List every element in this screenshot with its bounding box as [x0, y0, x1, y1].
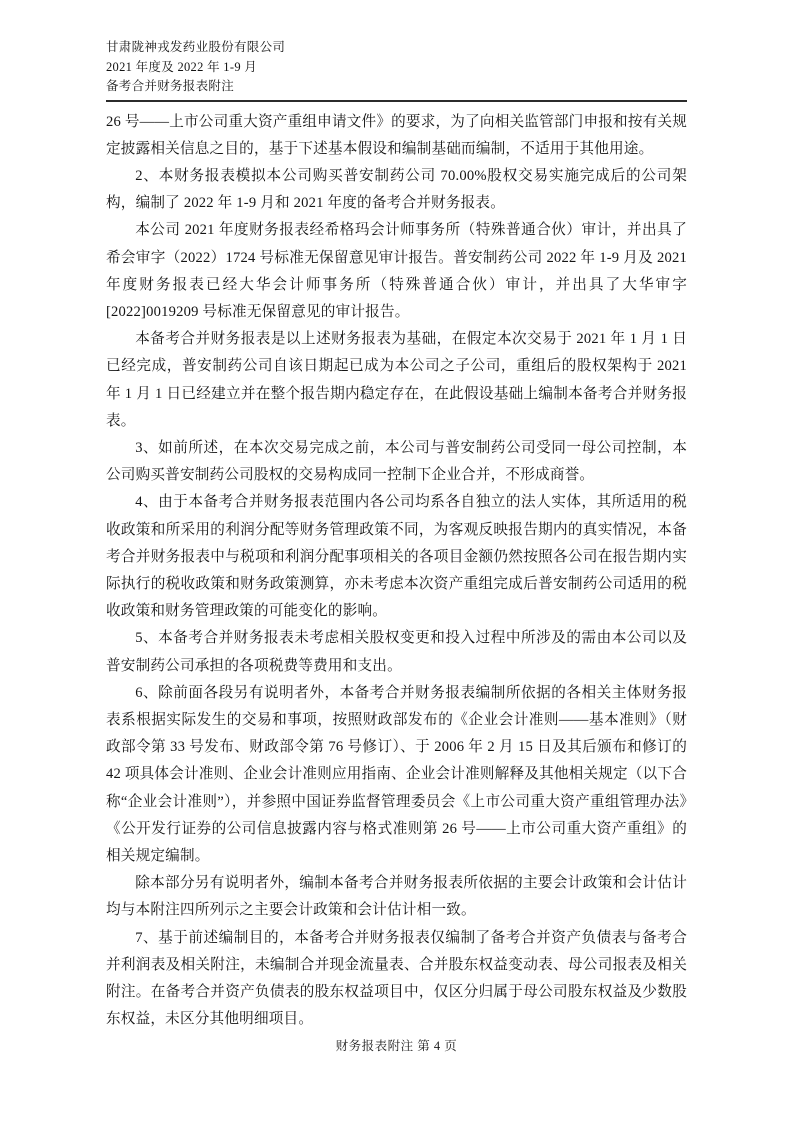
- paragraph: 3、如前所述，在本次交易完成之前，本公司与普安制药公司受同一母公司控制，本公司购买普安制药公司股权的交易构成同一控制下企业合并，不形成商誉。: [106, 439, 687, 484]
- company-name: 甘肃陇神戎发药业股份有限公司: [106, 40, 286, 54]
- paragraph: 本公司 2021 年度财务报表经希格玛会计师事务所（特殊普通合伙）审计，并出具了希会审字（2022）1724 号标准无保留意见审计报告。普安制药公司 2022 年 1-9 月及 2021 年度财务报表已经大华会计师事务所（特殊普通合伙）审计，并出具了大华审字[2022]0019209 号标准无保留意见的审计报告。: [106, 222, 687, 320]
- document-header: [106, 0, 687, 102]
- document-body: [106, 109, 687, 1034]
- page-footer-label: 财务报表附注 第 4 页: [335, 1039, 458, 1053]
- paragraph: 7、基于前述编制目的，本备考合并财务报表仅编制了备考合并资产负债表与备考合并利润表及相关附注，未编制合并现金流量表、合并股东权益变动表、母公司报表及相关附注。在备考合并资产负债表的股东权益项目中，仅区分归属于母公司股东权益及少数股东权益，未区分其他明细项目。: [106, 929, 687, 1028]
- document-title: 备考合并财务报表附注: [106, 79, 235, 93]
- paragraph: 2、本财务报表模拟本公司购买普安制药公司 70.00%股权交易实施完成后的公司架构，编制了 2022 年 1-9 月和 2021 年度的备考合并财务报表。: [106, 167, 687, 212]
- report-period: 2021 年度及 2022 年 1-9 月: [106, 59, 258, 74]
- page-content: [106, 0, 687, 1033]
- paragraph: 除本部分另有说明者外，编制本备考合并财务报表所依据的主要会计政策和会计估计均与本附注四所列示之主要会计政策和会计估计相一致。: [106, 875, 687, 919]
- paragraph: 本备考合并财务报表是以上述财务报表为基础，在假定本次交易于 2021 年 1 月 1 日已经完成，普安制药公司自该日期起已成为本公司之子公司，重组后的股权架构于 2021 年 1 月 1 日已经建立并在整个报告期内稳定存在，在此假设基础上编制本备考合并财务报表。: [106, 331, 687, 429]
- paragraph: 6、除前面各段另有说明者外，本备考合并财务报表编制所依据的各相关主体财务报表系根据实际发生的交易和事项，按照财政部发布的《企业会计准则——基本准则》（财政部令第 33 号发布、财政部令第 76 号修订）、于 2006 年 2 月 15 日及其后颁布和修订的 42 项具体会计准则、企业会计准则应用指南、企业会计准则解释及其他相关规定（以下合称“企业会计准则”），并参照中国证券监督管理委员会《上市公司重大资产重组管理办法》《公开发行证券的公司信息披露内容与格式准则第 26 号——上市公司重大资产重组》的相关规定编制。: [106, 684, 688, 864]
- paragraph: 5、本备考合并财务报表未考虑相关股权变更和投入过程中所涉及的需由本公司以及普安制药公司承担的各项税费等费用和支出。: [106, 630, 687, 674]
- paragraph: 4、由于本备考合并财务报表范围内各公司均系各自独立的法人实体，其所适用的税收政策和所采用的利润分配等财务管理政策不同，为客观反映报告期内的真实情况，本备考合并财务报表中与税项和利润分配事项相关的各项目金额仍然按照各公司在报告期内实际执行的税收政策和财务政策测算，亦未考虑本次资产重组完成后普安制药公司适用的税收政策和财务管理政策的可能变化的影响。: [106, 494, 687, 620]
- paragraph: 26 号——上市公司重大资产重组申请文件》的要求，为了向相关监管部门申报和按有关规定披露相关信息之目的，基于下述基本假设和编制基础而编制，不适用于其他用途。: [106, 113, 688, 157]
